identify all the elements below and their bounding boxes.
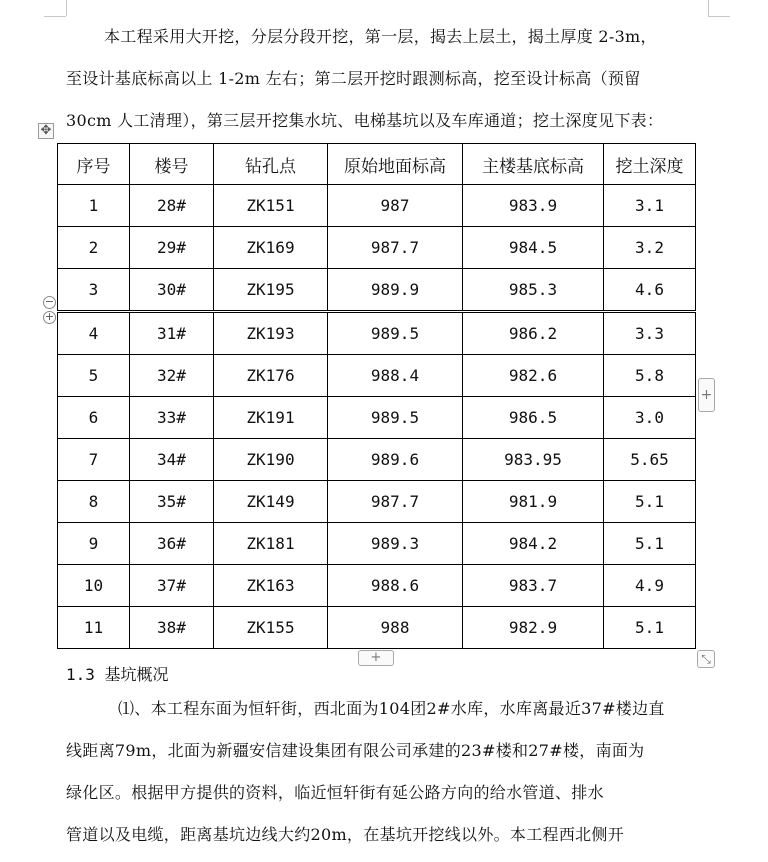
cell-excavation-depth[interactable]: 5.1 <box>604 607 696 649</box>
header-building[interactable]: 楼号 <box>130 144 214 185</box>
cell-base-elevation[interactable]: 983.9 <box>463 185 604 227</box>
table-row <box>58 565 696 607</box>
section-heading: 1.3 基坑概况 <box>66 665 169 684</box>
table-resize-icon[interactable]: ⤡ <box>697 650 715 668</box>
cell-borehole[interactable]: ZK195 <box>214 269 328 312</box>
paragraph-line: ⑴、本工程东面为恒轩街，西北面为104团2#水库，水库离最近37#楼边直 <box>118 699 665 718</box>
cell-base-elevation[interactable]: 981.9 <box>463 481 604 523</box>
header-excavation-depth[interactable]: 挖土深度 <box>604 144 696 185</box>
cell-original-elevation[interactable]: 988.6 <box>328 565 463 607</box>
cell-borehole[interactable]: ZK149 <box>214 481 328 523</box>
foundation-pit-paragraph <box>66 688 712 856</box>
cell-seq[interactable]: 8 <box>58 481 130 523</box>
paragraph-line: 管道以及电缆，距离基坑边线大约20m，在基坑开挖线以外。本工程西北侧开 <box>66 825 625 844</box>
cell-seq[interactable]: 2 <box>58 227 130 269</box>
cell-excavation-depth[interactable]: 3.3 <box>604 312 696 355</box>
cell-excavation-depth[interactable]: 5.1 <box>604 523 696 565</box>
cell-excavation-depth[interactable]: 3.0 <box>604 397 696 439</box>
cell-borehole[interactable]: ZK169 <box>214 227 328 269</box>
cell-base-elevation[interactable]: 986.2 <box>463 312 604 355</box>
cell-building[interactable]: 34# <box>130 439 214 481</box>
table-row <box>58 439 696 481</box>
cell-excavation-depth[interactable]: 3.1 <box>604 185 696 227</box>
cell-original-elevation[interactable]: 989.5 <box>328 312 463 355</box>
paragraph-line: 至设计基底标高以上 1-2m 左右；第二层开挖时跟测标高，挖至设计标高（预留 <box>66 69 641 88</box>
cell-excavation-depth[interactable]: 5.8 <box>604 355 696 397</box>
cell-building[interactable]: 30# <box>130 269 214 312</box>
cell-seq[interactable]: 4 <box>58 312 130 355</box>
paragraph-line: 30cm 人工清理），第三层开挖集水坑、电梯基坑以及车库通道；挖土深度见下表： <box>66 111 664 130</box>
cell-seq[interactable]: 5 <box>58 355 130 397</box>
excavation-depth-table <box>57 143 696 649</box>
table-row <box>58 227 696 269</box>
header-base-elevation[interactable]: 主楼基底标高 <box>463 144 604 185</box>
page-corner-mark-right <box>708 0 709 16</box>
cell-original-elevation[interactable]: 987.7 <box>328 481 463 523</box>
cell-excavation-depth[interactable]: 4.9 <box>604 565 696 607</box>
page-corner-mark-left <box>66 0 67 16</box>
cell-building[interactable]: 33# <box>130 397 214 439</box>
paragraph-line: 本工程采用大开挖，分层分段开挖，第一层，揭去上层土，揭土厚度 2-3m， <box>104 27 657 46</box>
header-seq[interactable]: 序号 <box>58 144 130 185</box>
table-row <box>58 185 696 227</box>
cell-borehole[interactable]: ZK191 <box>214 397 328 439</box>
insert-row-icon[interactable]: + <box>44 310 55 323</box>
cell-seq[interactable]: 7 <box>58 439 130 481</box>
table-row <box>58 397 696 439</box>
table-header-row <box>58 144 696 185</box>
cell-base-elevation[interactable]: 982.6 <box>463 355 604 397</box>
cell-base-elevation[interactable]: 985.3 <box>463 269 604 312</box>
header-borehole[interactable]: 钻孔点 <box>214 144 328 185</box>
cell-borehole[interactable]: ZK151 <box>214 185 328 227</box>
cell-borehole[interactable]: ZK155 <box>214 607 328 649</box>
header-original-elevation[interactable]: 原始地面标高 <box>328 144 463 185</box>
cell-seq[interactable]: 11 <box>58 607 130 649</box>
cell-seq[interactable]: 9 <box>58 523 130 565</box>
cell-seq[interactable]: 1 <box>58 185 130 227</box>
cell-building[interactable]: 31# <box>130 312 214 355</box>
cell-building[interactable]: 32# <box>130 355 214 397</box>
cell-base-elevation[interactable]: 984.5 <box>463 227 604 269</box>
cell-original-elevation[interactable]: 989.9 <box>328 269 463 312</box>
table-row <box>58 523 696 565</box>
table-row <box>58 312 696 355</box>
cell-borehole[interactable]: ZK181 <box>214 523 328 565</box>
cell-original-elevation[interactable]: 989.3 <box>328 523 463 565</box>
cell-original-elevation[interactable]: 987.7 <box>328 227 463 269</box>
cell-base-elevation[interactable]: 983.95 <box>463 439 604 481</box>
cell-base-elevation[interactable]: 983.7 <box>463 565 604 607</box>
paragraph-line: 绿化区。根据甲方提供的资料，临近恒轩街有延公路方向的给水管道、排水 <box>66 783 604 802</box>
cell-seq[interactable]: 10 <box>58 565 130 607</box>
cell-building[interactable]: 36# <box>130 523 214 565</box>
cell-original-elevation[interactable]: 989.5 <box>328 397 463 439</box>
cell-excavation-depth[interactable]: 4.6 <box>604 269 696 312</box>
cell-borehole[interactable]: ZK190 <box>214 439 328 481</box>
cell-building[interactable]: 38# <box>130 607 214 649</box>
cell-excavation-depth[interactable]: 3.2 <box>604 227 696 269</box>
page-corner-mark-left-h <box>44 16 66 17</box>
cell-seq[interactable]: 3 <box>58 269 130 312</box>
add-column-icon[interactable]: + <box>698 378 715 412</box>
add-row-icon[interactable]: + <box>358 650 394 666</box>
cell-base-elevation[interactable]: 986.5 <box>463 397 604 439</box>
cell-original-elevation[interactable]: 988 <box>328 607 463 649</box>
remove-row-icon[interactable]: − <box>44 295 55 308</box>
table-row <box>58 481 696 523</box>
cell-base-elevation[interactable]: 984.2 <box>463 523 604 565</box>
excavation-paragraph <box>66 16 712 142</box>
cell-building[interactable]: 28# <box>130 185 214 227</box>
cell-original-elevation[interactable]: 988.4 <box>328 355 463 397</box>
table-row <box>58 355 696 397</box>
table-row <box>58 607 696 649</box>
cell-building[interactable]: 29# <box>130 227 214 269</box>
cell-seq[interactable]: 6 <box>58 397 130 439</box>
cell-base-elevation[interactable]: 982.9 <box>463 607 604 649</box>
paragraph-line: 线距离79m，北面为新疆安信建设集团有限公司承建的23#楼和27#楼，南面为 <box>66 741 645 760</box>
cell-excavation-depth[interactable]: 5.65 <box>604 439 696 481</box>
cell-borehole[interactable]: ZK193 <box>214 312 328 355</box>
cell-building[interactable]: 37# <box>130 565 214 607</box>
cell-borehole[interactable]: ZK163 <box>214 565 328 607</box>
table-row <box>58 269 696 312</box>
cell-borehole[interactable]: ZK176 <box>214 355 328 397</box>
cell-building[interactable]: 35# <box>130 481 214 523</box>
cell-original-elevation[interactable]: 987 <box>328 185 463 227</box>
cell-excavation-depth[interactable]: 5.1 <box>604 481 696 523</box>
cell-original-elevation[interactable]: 989.6 <box>328 439 463 481</box>
table-move-handle-icon[interactable]: ✥ <box>38 123 54 139</box>
